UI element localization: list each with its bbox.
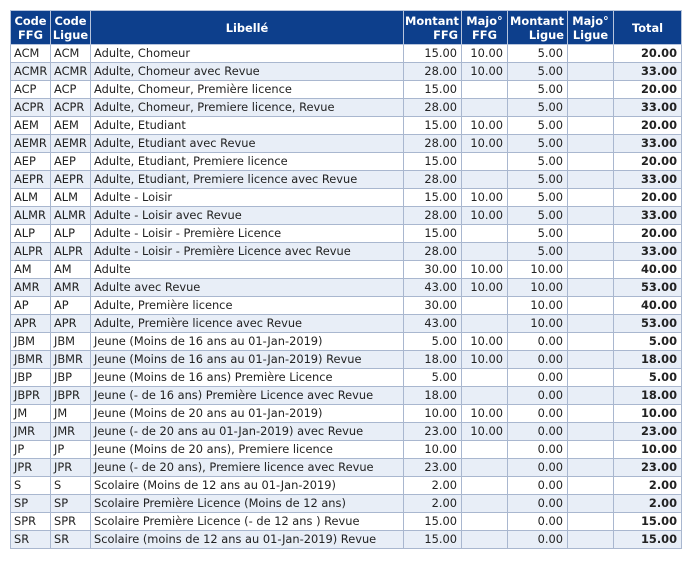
cell-total: 33.00 (614, 171, 682, 189)
cell-total: 33.00 (614, 243, 682, 261)
cell-majo-ffg (462, 459, 508, 477)
cell-majo-ligue (568, 207, 614, 225)
cell-code-ffg: JBMR (11, 351, 51, 369)
cell-total: 40.00 (614, 261, 682, 279)
table-row[interactable] (11, 297, 682, 315)
cell-montant-ffg: 15.00 (404, 225, 462, 243)
cell-majo-ffg (462, 477, 508, 495)
cell-majo-ffg: 10.00 (462, 405, 508, 423)
cell-libelle: Jeune (- de 20 ans), Premiere licence avec Revue (91, 459, 404, 477)
cell-code-ffg: AEM (11, 117, 51, 135)
cell-code-ffg: ACM (11, 45, 51, 63)
cell-montant-ligue: 0.00 (508, 459, 568, 477)
cell-code-ffg: AEP (11, 153, 51, 171)
cell-code-ligue: JP (51, 441, 91, 459)
cell-code-ligue: ACPR (51, 99, 91, 117)
cell-montant-ligue: 0.00 (508, 333, 568, 351)
cell-montant-ligue: 5.00 (508, 171, 568, 189)
cell-libelle: Jeune (- de 16 ans) Première Licence avec Revue (91, 387, 404, 405)
table-row[interactable] (11, 99, 682, 117)
header-montant-ffg-line1: Montant (405, 13, 459, 28)
cell-code-ffg: AEMR (11, 135, 51, 153)
cell-montant-ligue: 10.00 (508, 297, 568, 315)
cell-montant-ffg: 28.00 (404, 207, 462, 225)
cell-libelle: Jeune (Moins de 20 ans), Premiere licence (91, 441, 404, 459)
cell-majo-ffg (462, 153, 508, 171)
cell-montant-ffg: 28.00 (404, 63, 462, 81)
cell-montant-ligue: 0.00 (508, 423, 568, 441)
cell-montant-ligue: 5.00 (508, 45, 568, 63)
cell-montant-ffg: 18.00 (404, 387, 462, 405)
cell-code-ligue: S (51, 477, 91, 495)
cell-libelle: Adulte, Etudiant, Premiere licence avec Revue (91, 171, 404, 189)
cell-total: 5.00 (614, 333, 682, 351)
cell-code-ffg: JP (11, 441, 51, 459)
cell-montant-ffg: 15.00 (404, 189, 462, 207)
cell-majo-ffg (462, 99, 508, 117)
cell-total: 40.00 (614, 297, 682, 315)
table-row[interactable] (11, 243, 682, 261)
cell-code-ligue: ACMR (51, 63, 91, 81)
header-montant-ligue-line2: Ligue (528, 27, 564, 42)
cell-majo-ffg (462, 387, 508, 405)
cell-code-ligue: JBMR (51, 351, 91, 369)
cell-majo-ffg: 10.00 (462, 63, 508, 81)
cell-code-ffg: ALM (11, 189, 51, 207)
cell-libelle: Adulte, Etudiant (91, 117, 404, 135)
cell-majo-ligue (568, 333, 614, 351)
cell-majo-ffg (462, 171, 508, 189)
table-row[interactable] (11, 351, 682, 369)
header-row (11, 11, 682, 45)
header-majo-ffg-line1: Majo° (466, 13, 503, 28)
cell-majo-ligue (568, 225, 614, 243)
table-row[interactable] (11, 279, 682, 297)
cell-total: 33.00 (614, 99, 682, 117)
cell-majo-ligue (568, 261, 614, 279)
cell-montant-ligue: 5.00 (508, 243, 568, 261)
cell-code-ffg: SPR (11, 513, 51, 531)
table-row[interactable] (11, 81, 682, 99)
cell-code-ligue: ALP (51, 225, 91, 243)
cell-total: 20.00 (614, 153, 682, 171)
cell-libelle: Adulte, Chomeur (91, 45, 404, 63)
cell-majo-ffg: 10.00 (462, 207, 508, 225)
table-row[interactable] (11, 441, 682, 459)
cell-montant-ffg: 30.00 (404, 261, 462, 279)
cell-total: 18.00 (614, 351, 682, 369)
cell-code-ligue: JBM (51, 333, 91, 351)
cell-montant-ffg: 28.00 (404, 135, 462, 153)
cell-code-ligue: ALM (51, 189, 91, 207)
cell-libelle: Adulte, Chomeur, Première licence (91, 81, 404, 99)
cell-majo-ffg (462, 243, 508, 261)
cell-montant-ligue: 0.00 (508, 405, 568, 423)
table-row[interactable] (11, 153, 682, 171)
cell-majo-ffg: 10.00 (462, 135, 508, 153)
cell-total: 23.00 (614, 423, 682, 441)
cell-code-ffg: JBP (11, 369, 51, 387)
cell-montant-ffg: 28.00 (404, 99, 462, 117)
cell-code-ffg: JBM (11, 333, 51, 351)
cell-total: 20.00 (614, 117, 682, 135)
cell-montant-ligue: 0.00 (508, 387, 568, 405)
cell-montant-ffg: 15.00 (404, 153, 462, 171)
header-majo-ffg-line2: FFG (472, 27, 497, 42)
cell-libelle: Jeune (Moins de 16 ans au 01-Jan-2019) (91, 333, 404, 351)
table-row[interactable] (11, 387, 682, 405)
header-code-ligue-line1: Code (54, 13, 87, 28)
cell-libelle: Scolaire (moins de 12 ans au 01-Jan-2019) Revue (91, 531, 404, 549)
cell-libelle: Adulte (91, 261, 404, 279)
cell-code-ligue: SPR (51, 513, 91, 531)
cell-montant-ffg: 43.00 (404, 279, 462, 297)
cell-montant-ligue: 0.00 (508, 513, 568, 531)
cell-montant-ffg: 18.00 (404, 351, 462, 369)
header-total-label: Total (631, 20, 664, 35)
cell-montant-ligue: 5.00 (508, 153, 568, 171)
cell-majo-ffg (462, 495, 508, 513)
cell-libelle: Scolaire (Moins de 12 ans au 01-Jan-2019) (91, 477, 404, 495)
cell-majo-ligue (568, 369, 614, 387)
cell-montant-ligue: 0.00 (508, 477, 568, 495)
cell-code-ffg: ACPR (11, 99, 51, 117)
cell-montant-ffg: 10.00 (404, 441, 462, 459)
cell-majo-ffg (462, 297, 508, 315)
cell-total: 33.00 (614, 207, 682, 225)
cell-total: 20.00 (614, 81, 682, 99)
table-row[interactable] (11, 477, 682, 495)
cell-montant-ffg: 15.00 (404, 117, 462, 135)
cell-majo-ligue (568, 99, 614, 117)
cell-code-ffg: ACP (11, 81, 51, 99)
cell-montant-ffg: 5.00 (404, 333, 462, 351)
header-montant-ligue[interactable] (508, 11, 568, 45)
cell-majo-ffg (462, 369, 508, 387)
cell-code-ffg: S (11, 477, 51, 495)
cell-majo-ligue (568, 495, 614, 513)
cell-libelle: Jeune (Moins de 16 ans) Première Licence (91, 369, 404, 387)
cell-majo-ligue (568, 81, 614, 99)
cell-code-ffg: AM (11, 261, 51, 279)
cell-montant-ligue: 5.00 (508, 225, 568, 243)
header-code-ffg-line1: Code (14, 13, 47, 28)
cell-majo-ffg (462, 531, 508, 549)
cell-montant-ligue: 5.00 (508, 189, 568, 207)
cell-montant-ffg: 28.00 (404, 243, 462, 261)
cell-montant-ligue: 0.00 (508, 531, 568, 549)
cell-code-ligue: AP (51, 297, 91, 315)
cell-majo-ffg: 10.00 (462, 45, 508, 63)
cell-majo-ligue (568, 459, 614, 477)
cell-code-ligue: ACP (51, 81, 91, 99)
cell-libelle: Adulte avec Revue (91, 279, 404, 297)
cell-montant-ligue: 10.00 (508, 279, 568, 297)
table-row[interactable] (11, 369, 682, 387)
cell-code-ligue: JMR (51, 423, 91, 441)
cell-montant-ffg: 15.00 (404, 513, 462, 531)
cell-libelle: Jeune (Moins de 16 ans au 01-Jan-2019) Revue (91, 351, 404, 369)
cell-majo-ffg (462, 225, 508, 243)
cell-total: 10.00 (614, 441, 682, 459)
header-montant-ligue-line1: Montant (510, 13, 564, 28)
cell-code-ffg: AP (11, 297, 51, 315)
header-majo-ligue-line2: Ligue (572, 27, 609, 42)
cell-montant-ffg: 43.00 (404, 315, 462, 333)
cell-total: 33.00 (614, 135, 682, 153)
cell-libelle: Jeune (- de 20 ans au 01-Jan-2019) avec Revue (91, 423, 404, 441)
cell-code-ffg: SP (11, 495, 51, 513)
cell-code-ffg: AMR (11, 279, 51, 297)
cell-total: 53.00 (614, 279, 682, 297)
table-row[interactable] (11, 207, 682, 225)
table-row[interactable] (11, 45, 682, 63)
header-code-ffg-line2: FFG (18, 27, 43, 42)
cell-montant-ligue: 0.00 (508, 495, 568, 513)
cell-majo-ligue (568, 45, 614, 63)
cell-code-ffg: JMR (11, 423, 51, 441)
cell-code-ligue: AM (51, 261, 91, 279)
cell-montant-ligue: 0.00 (508, 441, 568, 459)
cell-code-ffg: AEPR (11, 171, 51, 189)
header-libelle[interactable] (91, 11, 404, 45)
cell-majo-ffg: 10.00 (462, 189, 508, 207)
cell-montant-ffg: 23.00 (404, 459, 462, 477)
header-code-ligue[interactable] (51, 11, 91, 45)
cell-majo-ffg (462, 315, 508, 333)
cell-code-ligue: AEMR (51, 135, 91, 153)
header-libelle-label: Libellé (225, 20, 269, 35)
cell-majo-ffg: 10.00 (462, 333, 508, 351)
table-row[interactable] (11, 171, 682, 189)
cell-montant-ffg: 10.00 (404, 405, 462, 423)
header-majo-ffg[interactable] (462, 11, 508, 45)
table-row[interactable] (11, 117, 682, 135)
table-row[interactable] (11, 459, 682, 477)
cell-libelle: Scolaire Première Licence (Moins de 12 ans) (91, 495, 404, 513)
cell-total: 20.00 (614, 189, 682, 207)
table-row[interactable] (11, 261, 682, 279)
table-body (11, 45, 682, 549)
cell-code-ffg: ACMR (11, 63, 51, 81)
cell-majo-ligue (568, 477, 614, 495)
cell-code-ffg: SR (11, 531, 51, 549)
cell-montant-ffg: 2.00 (404, 495, 462, 513)
cell-montant-ffg: 15.00 (404, 531, 462, 549)
table-row[interactable] (11, 63, 682, 81)
cell-total: 2.00 (614, 477, 682, 495)
cell-majo-ligue (568, 351, 614, 369)
cell-majo-ligue (568, 63, 614, 81)
cell-total: 33.00 (614, 63, 682, 81)
cell-code-ligue: ALMR (51, 207, 91, 225)
cell-code-ligue: ALPR (51, 243, 91, 261)
cell-code-ffg: JBPR (11, 387, 51, 405)
cell-code-ffg: APR (11, 315, 51, 333)
table-row[interactable] (11, 315, 682, 333)
cell-majo-ffg: 10.00 (462, 279, 508, 297)
cell-code-ligue: JM (51, 405, 91, 423)
cell-majo-ligue (568, 423, 614, 441)
cell-majo-ligue (568, 117, 614, 135)
tariff-table (10, 10, 682, 549)
cell-montant-ligue: 0.00 (508, 351, 568, 369)
cell-montant-ffg: 5.00 (404, 369, 462, 387)
cell-majo-ligue (568, 171, 614, 189)
cell-majo-ligue (568, 243, 614, 261)
cell-total: 23.00 (614, 459, 682, 477)
cell-montant-ligue: 5.00 (508, 99, 568, 117)
cell-libelle: Adulte, Chomeur, Premiere licence, Revue (91, 99, 404, 117)
cell-code-ligue: AEPR (51, 171, 91, 189)
cell-code-ligue: ACM (51, 45, 91, 63)
cell-libelle: Adulte - Loisir - Première Licence (91, 225, 404, 243)
cell-majo-ffg: 10.00 (462, 261, 508, 279)
cell-code-ligue: AEP (51, 153, 91, 171)
cell-code-ligue: APR (51, 315, 91, 333)
cell-total: 5.00 (614, 369, 682, 387)
cell-majo-ligue (568, 387, 614, 405)
table-row[interactable] (11, 513, 682, 531)
table-row[interactable] (11, 225, 682, 243)
cell-total: 20.00 (614, 225, 682, 243)
cell-code-ligue: AMR (51, 279, 91, 297)
cell-libelle: Adulte - Loisir (91, 189, 404, 207)
cell-montant-ffg: 15.00 (404, 81, 462, 99)
table-row[interactable] (11, 135, 682, 153)
cell-majo-ffg: 10.00 (462, 117, 508, 135)
cell-montant-ligue: 5.00 (508, 207, 568, 225)
cell-total: 2.00 (614, 495, 682, 513)
header-montant-ffg[interactable] (404, 11, 462, 45)
header-code-ffg[interactable] (11, 11, 51, 45)
cell-total: 53.00 (614, 315, 682, 333)
cell-majo-ligue (568, 513, 614, 531)
cell-majo-ffg (462, 513, 508, 531)
cell-code-ffg: JPR (11, 459, 51, 477)
cell-libelle: Adulte, Etudiant, Premiere licence (91, 153, 404, 171)
cell-majo-ffg (462, 81, 508, 99)
header-majo-ligue-line1: Majo° (572, 13, 609, 28)
table-row[interactable] (11, 189, 682, 207)
cell-montant-ffg: 30.00 (404, 297, 462, 315)
cell-code-ffg: ALP (11, 225, 51, 243)
cell-montant-ffg: 28.00 (404, 171, 462, 189)
cell-montant-ligue: 0.00 (508, 369, 568, 387)
cell-libelle: Scolaire Première Licence (- de 12 ans ) Revue (91, 513, 404, 531)
cell-code-ffg: ALMR (11, 207, 51, 225)
cell-libelle: Adulte - Loisir - Première Licence avec Revue (91, 243, 404, 261)
cell-montant-ligue: 5.00 (508, 81, 568, 99)
cell-libelle: Jeune (Moins de 20 ans au 01-Jan-2019) (91, 405, 404, 423)
cell-code-ffg: JM (11, 405, 51, 423)
cell-code-ligue: JBPR (51, 387, 91, 405)
cell-code-ligue: AEM (51, 117, 91, 135)
cell-code-ligue: SR (51, 531, 91, 549)
cell-majo-ffg: 10.00 (462, 423, 508, 441)
header-montant-ffg-line2: FFG (433, 27, 458, 42)
table-row[interactable] (11, 405, 682, 423)
cell-majo-ffg: 10.00 (462, 351, 508, 369)
cell-majo-ligue (568, 405, 614, 423)
cell-libelle: Adulte, Etudiant avec Revue (91, 135, 404, 153)
header-majo-ligue[interactable] (568, 11, 614, 45)
cell-code-ligue: SP (51, 495, 91, 513)
cell-code-ffg: ALPR (11, 243, 51, 261)
table-row[interactable] (11, 531, 682, 549)
cell-majo-ligue (568, 189, 614, 207)
cell-majo-ligue (568, 279, 614, 297)
header-code-ligue-line2: Ligue (52, 27, 89, 42)
cell-montant-ffg: 15.00 (404, 45, 462, 63)
table-row[interactable] (11, 495, 682, 513)
cell-total: 10.00 (614, 405, 682, 423)
cell-montant-ffg: 23.00 (404, 423, 462, 441)
cell-montant-ligue: 5.00 (508, 117, 568, 135)
cell-majo-ligue (568, 153, 614, 171)
cell-code-ligue: JBP (51, 369, 91, 387)
cell-libelle: Adulte, Première licence (91, 297, 404, 315)
cell-libelle: Adulte - Loisir avec Revue (91, 207, 404, 225)
cell-majo-ligue (568, 531, 614, 549)
cell-majo-ligue (568, 441, 614, 459)
cell-code-ligue: JPR (51, 459, 91, 477)
table-row[interactable] (11, 423, 682, 441)
cell-total: 18.00 (614, 387, 682, 405)
cell-total: 20.00 (614, 45, 682, 63)
cell-montant-ligue: 5.00 (508, 63, 568, 81)
table-header (11, 11, 682, 45)
cell-montant-ligue: 10.00 (508, 315, 568, 333)
cell-montant-ffg: 2.00 (404, 477, 462, 495)
cell-montant-ligue: 10.00 (508, 261, 568, 279)
cell-total: 15.00 (614, 531, 682, 549)
cell-majo-ffg (462, 441, 508, 459)
cell-majo-ligue (568, 135, 614, 153)
table-row[interactable] (11, 333, 682, 351)
header-total[interactable] (614, 11, 682, 45)
cell-majo-ligue (568, 297, 614, 315)
cell-libelle: Adulte, Première licence avec Revue (91, 315, 404, 333)
cell-montant-ligue: 5.00 (508, 135, 568, 153)
cell-libelle: Adulte, Chomeur avec Revue (91, 63, 404, 81)
cell-total: 15.00 (614, 513, 682, 531)
cell-majo-ligue (568, 315, 614, 333)
